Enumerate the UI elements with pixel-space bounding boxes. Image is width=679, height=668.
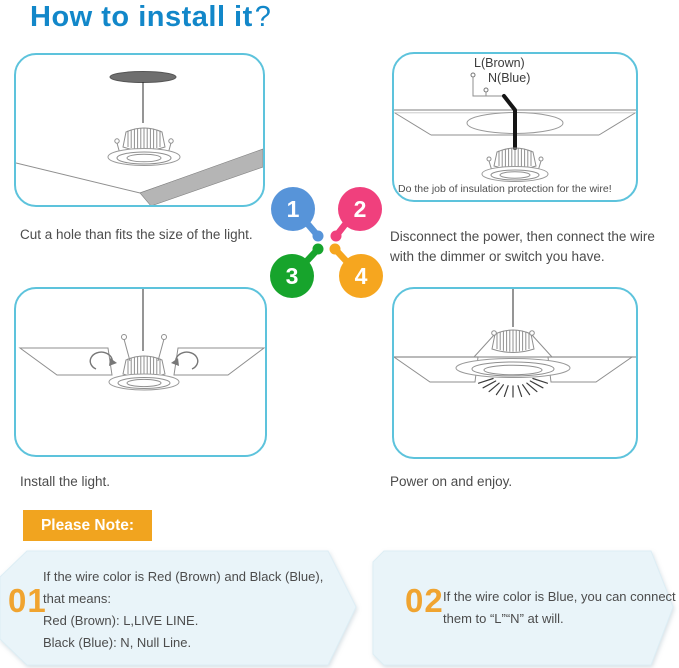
step2-number: 2 [353, 196, 367, 222]
step3-caption: Install the light. [20, 474, 111, 489]
wire-label-neutral: N(Blue) [488, 71, 531, 85]
note1-number: 01 [8, 582, 47, 619]
note1-line3: Red (Brown): L,LIVE LINE. [43, 613, 199, 628]
cut-hole [110, 72, 176, 83]
note2-line2: them to “L”“N” at will. [443, 610, 564, 626]
step4-dot [330, 244, 341, 255]
note2-text [443, 586, 676, 629]
step-number-bubbles [263, 180, 388, 305]
note2-line1: If the wire color is Blue, you can connect [443, 589, 676, 604]
step4-badge [330, 244, 384, 299]
step3-dot [313, 244, 324, 255]
step1-caption: Cut a hole than fits the size of the light. [20, 227, 253, 242]
wire-label-live: L(Brown) [474, 56, 525, 70]
step4-number: 4 [354, 263, 368, 289]
step1-badge [271, 187, 324, 242]
step3-badge [270, 244, 324, 299]
note1-text [43, 566, 323, 654]
step3-number: 3 [285, 263, 299, 289]
step1-panel [14, 53, 265, 207]
light-rays [479, 379, 548, 398]
step4-caption: Power on and enjoy. [390, 474, 513, 489]
downlight-illustration [482, 148, 548, 182]
step2-wiring-illustration [394, 54, 636, 200]
ceiling-cross-section [20, 348, 264, 375]
note1-line2: that means: [43, 591, 111, 606]
step1-cut-hole-illustration [16, 55, 263, 205]
page-title-question-mark: ? [254, 1, 272, 33]
step4-power-on-illustration [394, 289, 636, 457]
downlight-illustration [109, 356, 179, 390]
page-title-text: How to install it [30, 1, 253, 33]
downlight-body [474, 330, 552, 357]
step1-dot [313, 231, 324, 242]
note1-line4: Black (Blue): N, Null Line. [43, 635, 192, 650]
step2-caption [390, 227, 655, 266]
step2-badge [331, 187, 383, 242]
step2-inner-note: Do the job of insulation protection for the wire! [398, 183, 612, 195]
step1-number: 1 [286, 196, 300, 222]
step3-panel [14, 287, 267, 457]
step2-panel [392, 52, 638, 202]
note2-number: 02 [405, 582, 444, 619]
step2-dot [331, 231, 342, 242]
trim-ring [456, 359, 570, 378]
step3-install-illustration [16, 289, 265, 455]
page-title [30, 1, 271, 34]
note1-line1: If the wire color is Red (Brown) and Black (Blue), [43, 569, 324, 584]
step2-caption-line2: with the dimmer or switch you have. [390, 248, 605, 264]
please-note-banner: Please Note: [23, 510, 152, 541]
downlight-illustration [108, 128, 180, 166]
step4-panel [392, 287, 638, 459]
step2-caption-line1: Disconnect the power, then connect the wire [390, 229, 655, 244]
